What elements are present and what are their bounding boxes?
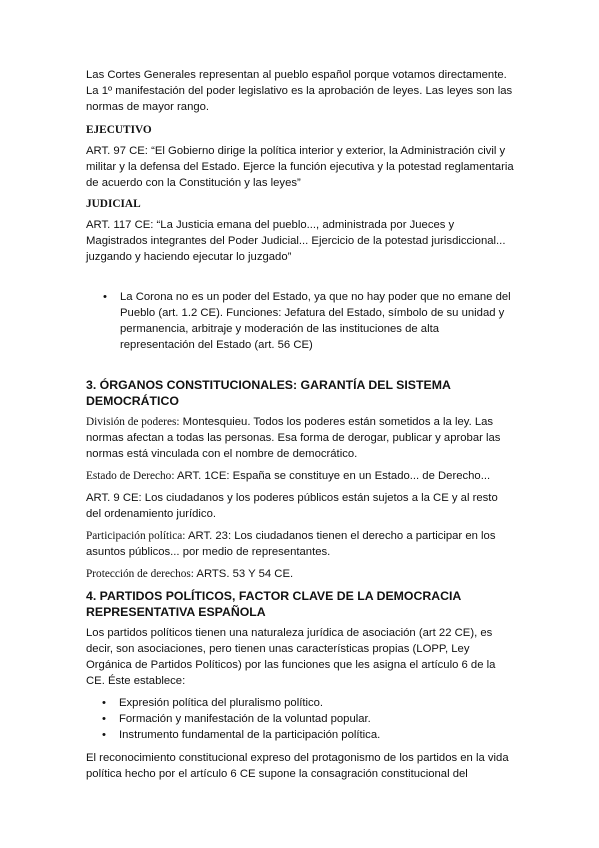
corona-bullet-text: La Corona no es un poder del Estado, ya que no hay poder que no emane del Pueblo (art. 1.2 CE). Funciones: Jefatura del Estado, símbolo de su unidad y permanencia, arbitraje y moderación de las instituciones de alta representación del Estado (art. 56 CE) — [120, 291, 511, 351]
bullet-icon: • — [102, 729, 106, 741]
judicial-text: ART. 117 CE: “La Justicia emana del pueblo..., administrada por Jueces y Magistrados integrantes del Poder Judicial... Ejercicio de la potestad jurisdiccional... juzgando y haciendo ejecutar lo juzgado” — [86, 219, 506, 263]
partidos-paragraph: Los partidos políticos tienen una naturaleza jurídica de asociación (art 22 CE), es decir, son asociaciones, pero tienen unas características propias (LOPP, Ley Orgánica de Partidos Políticos) por las funciones que les asigna el artículo 6 de la CE. Éste establece: — [86, 627, 496, 687]
list-item: • Formación y manifestación de la voluntad popular. — [102, 713, 371, 725]
division-text: Montesquieu. Todos los poderes están sometidos a la ley. Las normas afectan a todas las personas. Esa forma de derogar, publicar y aprobar las normas está vinculada con el nombre de democrático. — [86, 416, 501, 460]
estado-paragraph — [86, 468, 514, 484]
bullet-icon: • — [103, 291, 107, 303]
list-item: • Instrumento fundamental de la participación política. — [102, 729, 381, 741]
corona-bullet-item — [86, 289, 514, 353]
proteccion-text: ARTS. 53 Y 54 CE. — [193, 568, 294, 580]
intro-paragraph: Las Cortes Generales representan al pueblo español porque votamos directamente. La 1º manifestación del poder legislativo es la aprobación de leyes. Las leyes son las normas de mayor rango. — [86, 69, 513, 113]
ejecutivo-text: ART. 97 CE: “El Gobierno dirige la política interior y exterior, la Administración civil y militar y la defensa del Estado. Ejerce la función ejecutiva y la potestad reglamentaria de acuerdo con la Constitución y las leyes” — [86, 145, 514, 189]
division-paragraph — [86, 414, 514, 462]
section-4-title: 4. PARTIDOS POLÍTICOS, FACTOR CLAVE DE LA DEMOCRACIA REPRESENTATIVA ESPAÑOLA — [86, 589, 461, 619]
estado-text: ART. 1CE: España se constituye en un Estado... de Derecho... — [174, 470, 491, 482]
estado-label: Estado de Derecho: — [86, 470, 175, 482]
participacion-text: ART. 23: Los ciudadanos tienen el derecho a participar en los asuntos públicos... por medio de representantes. — [86, 530, 496, 558]
judicial-heading: JUDICIAL — [86, 198, 141, 210]
bullet-icon: • — [102, 697, 106, 709]
participacion-paragraph — [86, 528, 514, 560]
list-item: • Expresión política del pluralismo político. — [102, 697, 324, 709]
bullet-icon: • — [102, 713, 106, 725]
section-3-title: 3. ÓRGANOS CONSTITUCIONALES: GARANTÍA DEL SISTEMA DEMOCRÁTICO — [86, 378, 451, 408]
ejecutivo-heading: EJECUTIVO — [86, 124, 152, 136]
reconocimiento-paragraph: El reconocimiento constitucional expreso del protagonismo de los partidos en la vida política hecho por el artículo 6 CE supone la consagración constitucional del — [86, 752, 509, 780]
proteccion-paragraph — [86, 566, 514, 582]
proteccion-label: Protección de derechos: — [86, 568, 194, 580]
participacion-label: Participación política: — [86, 530, 186, 542]
partidos-bullet-list — [102, 695, 514, 743]
division-label: División de poderes: — [86, 416, 180, 428]
art9-paragraph: ART. 9 CE: Los ciudadanos y los poderes públicos están sujetos a la CE y al resto del ordenamiento jurídico. — [86, 492, 498, 520]
